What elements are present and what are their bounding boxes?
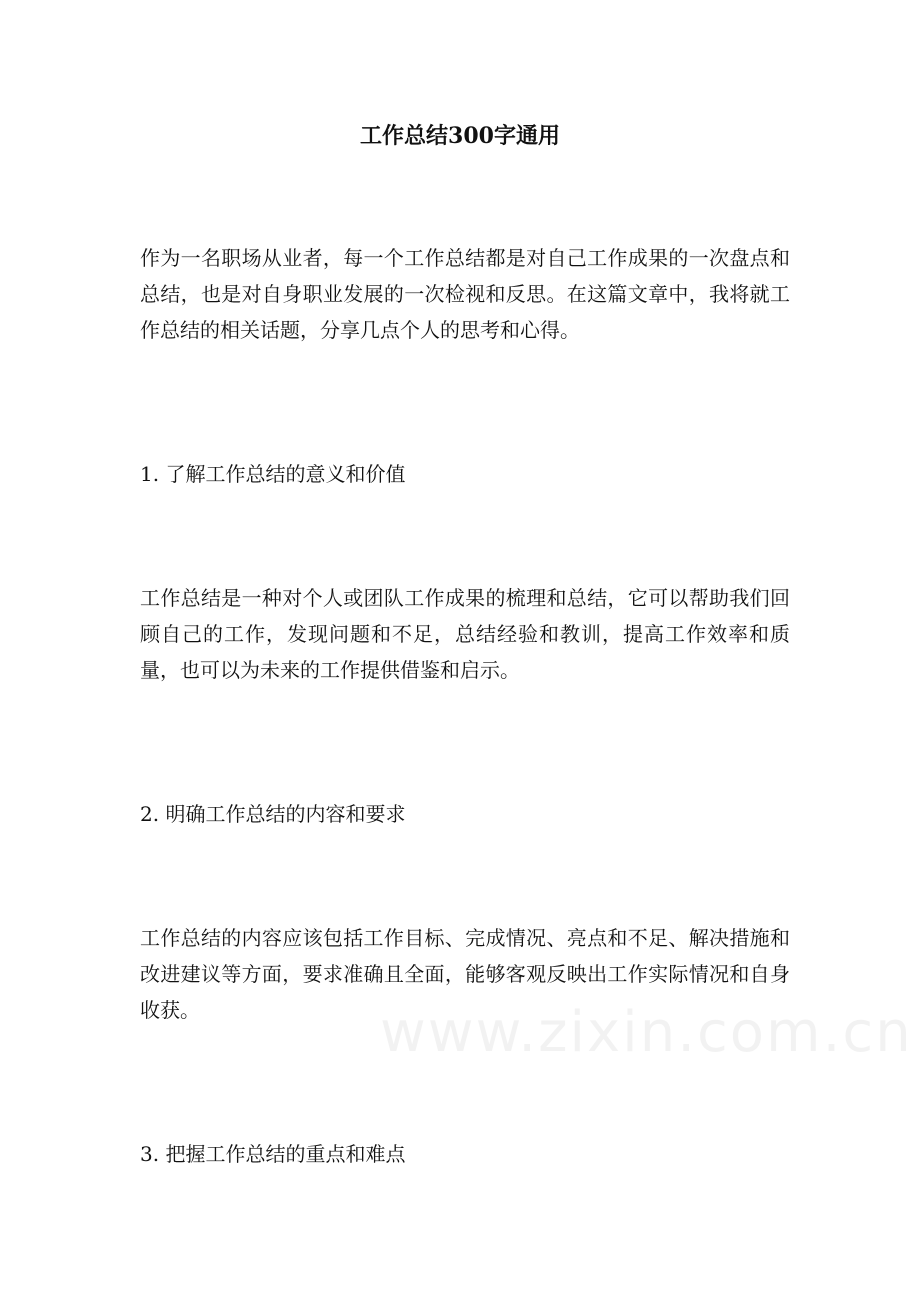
section-2-paragraph: 工作总结的内容应该包括工作目标、完成情况、亮点和不足、解决措施和改进建议等方面，要求准确且全面，能够客观反映出工作实际情况和自身收获。: [140, 926, 790, 1022]
section-heading-3: 3. 把握工作总结的重点和难点: [140, 1142, 406, 1166]
section-1-paragraph: 工作总结是一种对个人或团队工作成果的梳理和总结，它可以帮助我们回顾自己的工作，发现问题和不足，总结经验和教训，提高工作效率和质量，也可以为未来的工作提供借鉴和启示。: [140, 586, 790, 682]
document-title: 工作总结300字通用: [360, 123, 560, 149]
intro-paragraph: 作为一名职场从业者，每一个工作总结都是对自己工作成果的一次盘点和总结，也是对自身职业发展的一次检视和反思。在这篇文章中，我将就工作总结的相关话题，分享几点个人的思考和心得。: [140, 246, 790, 342]
section-heading-2: 2. 明确工作总结的内容和要求: [140, 802, 406, 826]
section-heading-1: 1. 了解工作总结的意义和价值: [140, 462, 406, 486]
watermark: www.zixin.com.cn: [380, 1000, 913, 1065]
